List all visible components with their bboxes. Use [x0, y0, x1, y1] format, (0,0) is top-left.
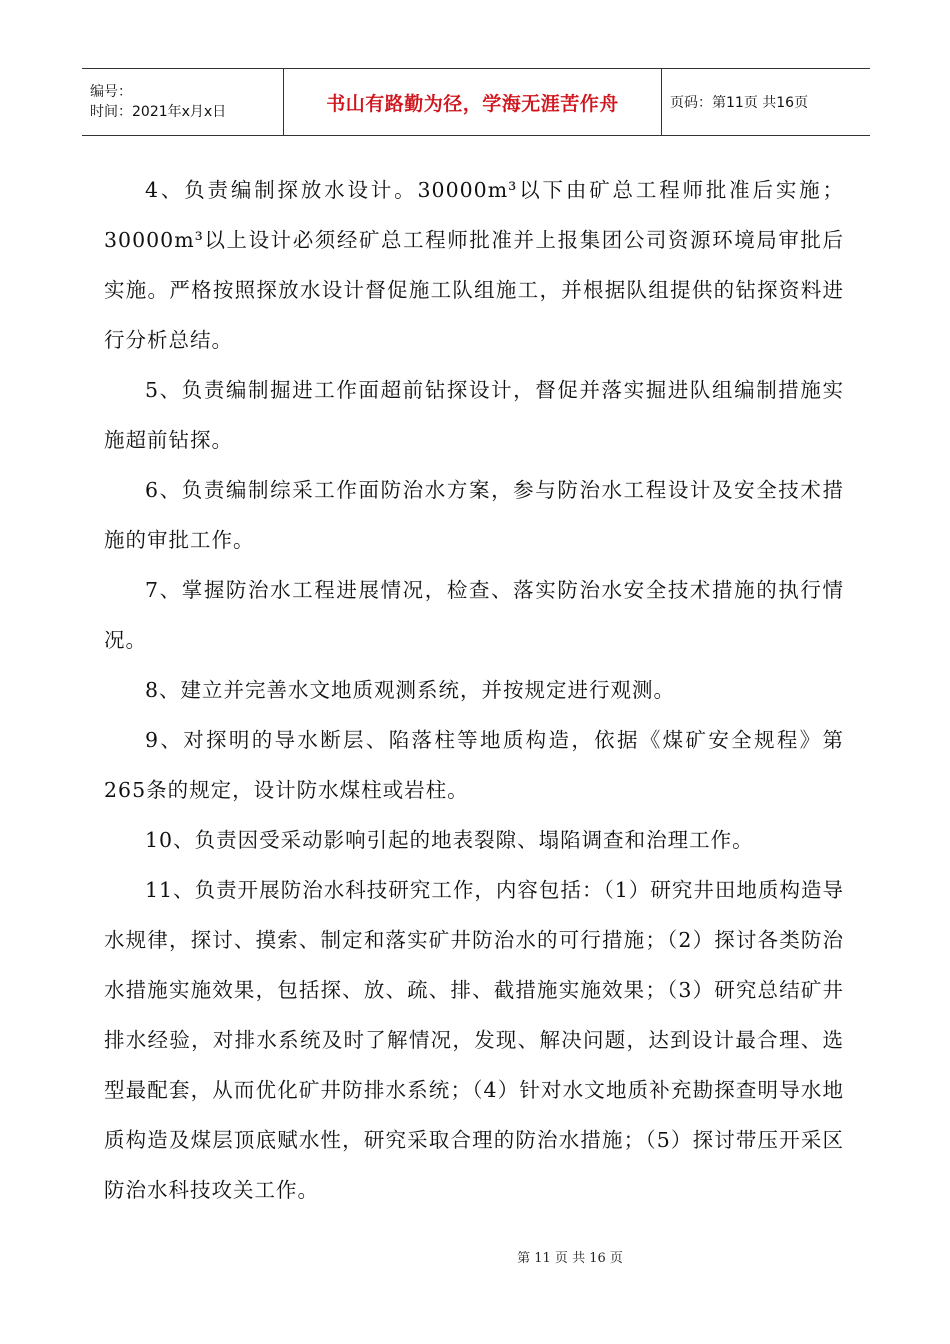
paragraph-6: 6、负责编制综采工作面防治水方案，参与防治水工程设计及安全技术措施的审批工作。	[104, 478, 844, 552]
header-motto: 书山有路勤为径，学海无涯苦作舟	[326, 92, 619, 115]
header-meta	[82, 69, 284, 135]
header-page-cell	[662, 69, 870, 135]
paragraph-9: 9、对探明的导水断层、陷落柱等地质构造，依据《煤矿安全规程》第265条的规定，设计防水煤柱或岩柱。	[104, 728, 844, 802]
header-page-info: 页码：第11页 共16页	[670, 95, 809, 111]
paragraph-10: 10、负责因受采动影响引起的地表裂隙、塌陷调查和治理工作。	[145, 828, 754, 852]
header-motto-cell	[284, 69, 662, 135]
document-header	[82, 68, 870, 136]
paragraph-8: 8、建立并完善水文地质观测系统，并按规定进行观测。	[145, 678, 676, 702]
footer-page-number: 第 11 页 共 16 页	[517, 1251, 623, 1266]
document-body	[104, 165, 844, 1215]
paragraph-5: 5、负责编制掘进工作面超前钻探设计，督促并落实掘进队组编制措施实施超前钻探。	[104, 378, 844, 452]
document-number-label: 编号：	[90, 84, 132, 100]
document-time-label: 时间：2021年x月x日	[90, 104, 227, 120]
paragraph-7: 7、掌握防治水工程进展情况，检查、落实防治水安全技术措施的执行情况。	[104, 578, 844, 652]
page-footer	[0, 1247, 950, 1266]
paragraph-11: 11、负责开展防治水科技研究工作，内容包括：（1）研究井田地质构造导水规律，探讨、摸索、制定和落实矿井防治水的可行措施；（2）探讨各类防治水措施实施效果，包括探、放、疏、排、截措施实施效果；（3）研究总结矿井排水经验，对排水系统及时了解情况，发现、解决问题，达到设计最合理、选型最配套，从而优化矿井防排水系统；（4）针对水文地质补充勘探查明导水地质构造及煤层顶底赋水性，研究采取合理的防治水措施；（5）探讨带压开采区防治水科技攻关工作。	[104, 878, 844, 1202]
paragraph-4: 4、负责编制探放水设计。30000m³以下由矿总工程师批准后实施；30000m³以上设计必须经矿总工程师批准并上报集团公司资源环境局审批后实施。严格按照探放水设计督促施工队组施工，并根据队组提供的钻探资料进行分析总结。	[104, 178, 844, 352]
